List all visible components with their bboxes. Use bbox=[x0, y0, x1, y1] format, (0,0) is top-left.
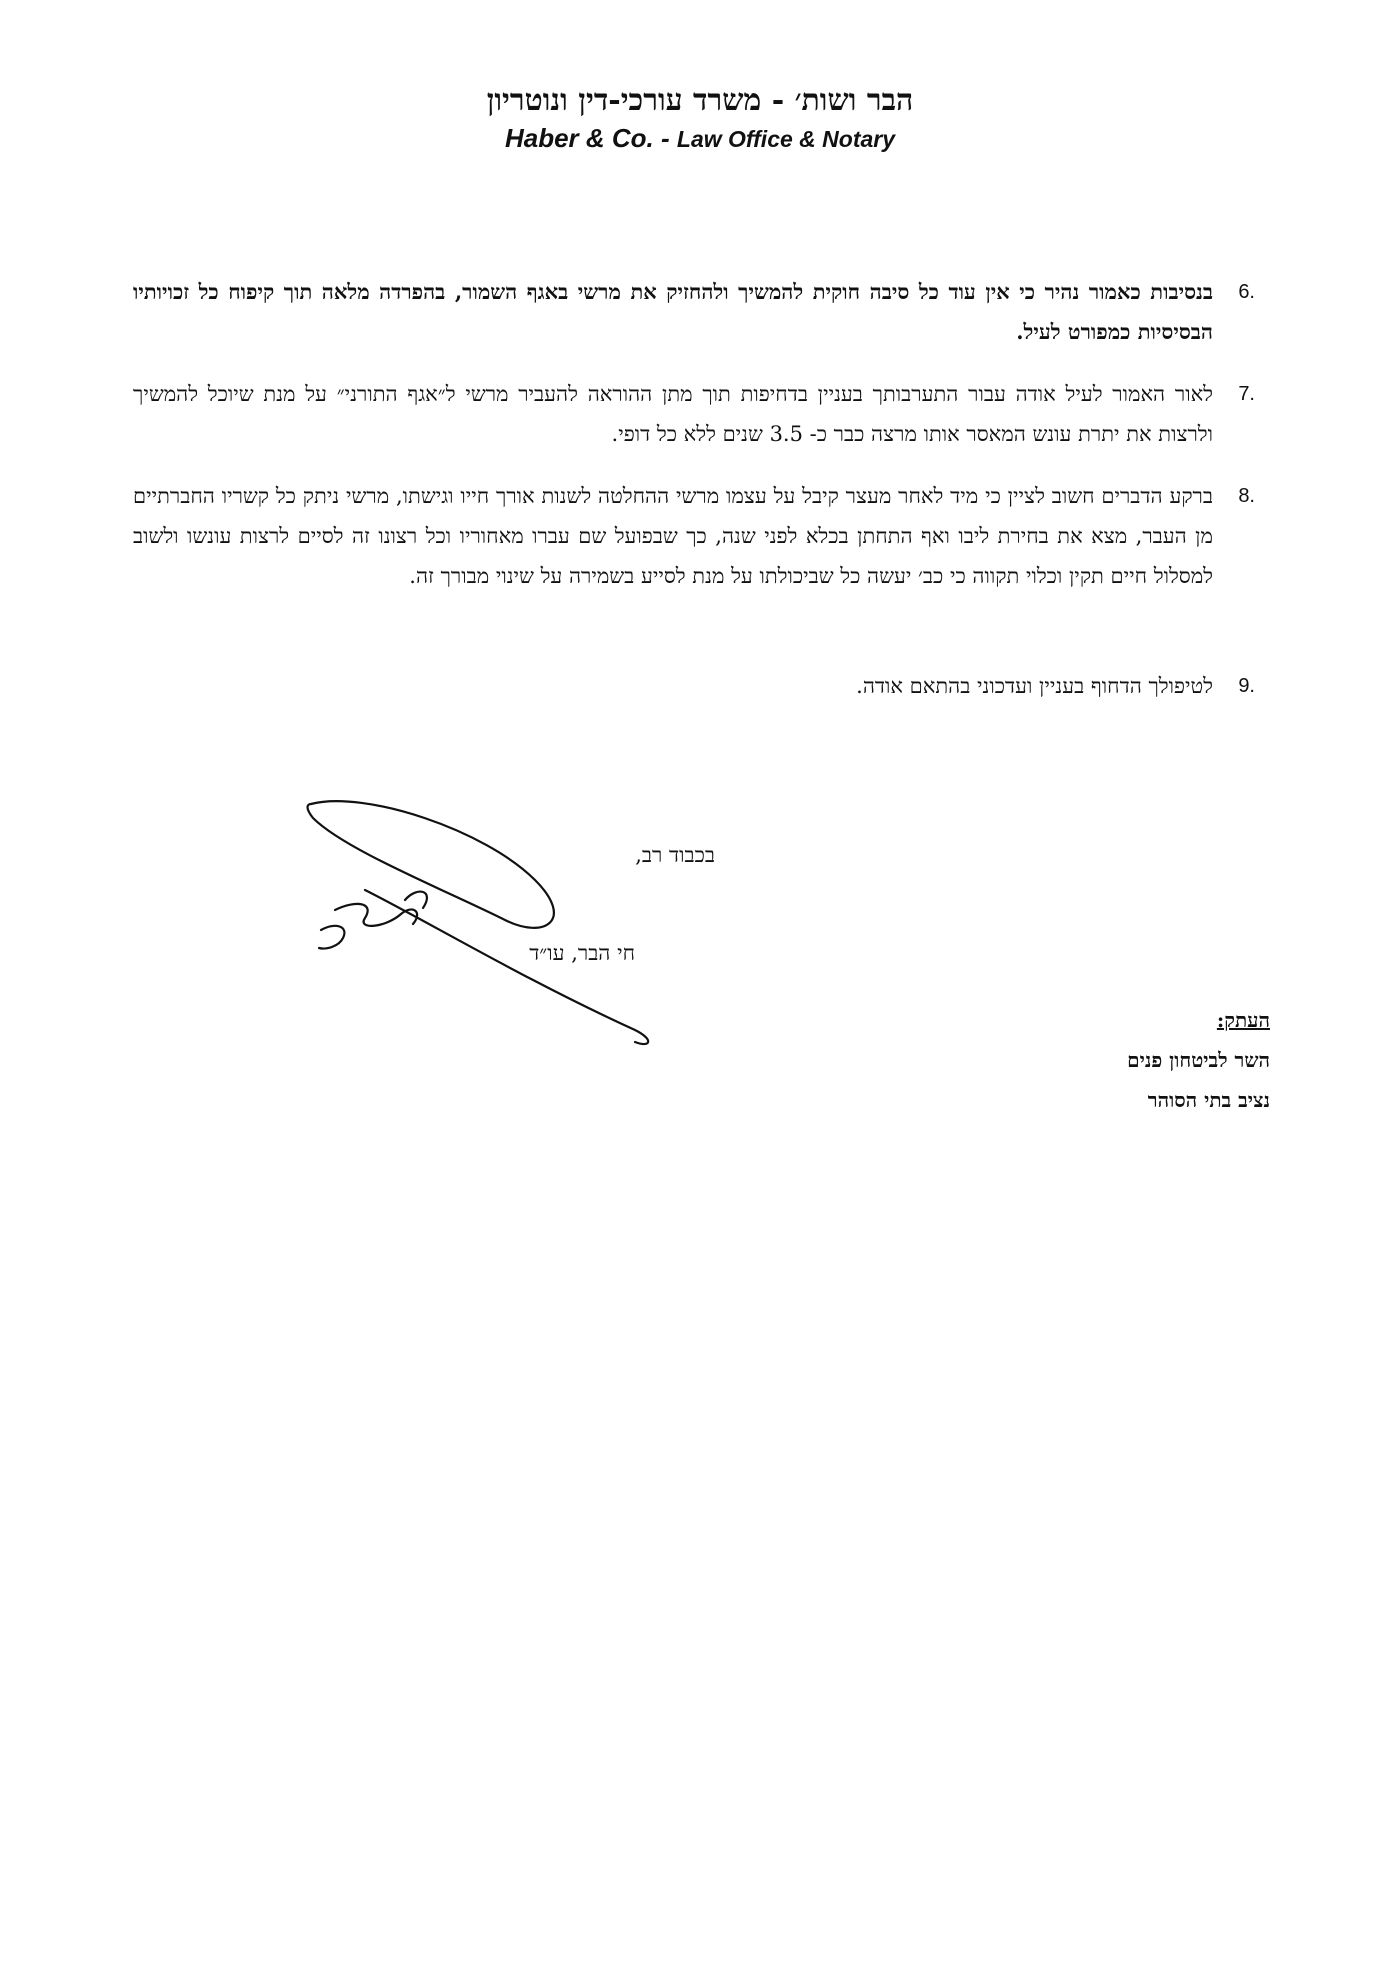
paragraph-text: לאור האמור לעיל אודה עבור התערבותך בעניין בדחיפות תוך מתן ההוראה להעביר מרשי ל״אגף התורני״ על מנת שיוכל להמשיך ולרצות את יתרת עונש המאסר אותו מרצה כבר כ- 3.5 שנים ללא כל דופי. bbox=[133, 382, 1213, 446]
paragraph-number: 9. bbox=[1238, 675, 1255, 697]
cc-recipient: נציב בתי הסוהר bbox=[1147, 1088, 1270, 1112]
paragraph-text: בנסיבות כאמור נהיר כי אין עוד כל סיבה חוקית להמשיך ולהחזיק את מרשי באגף השמור, בהפרדה מלאה תוך קיפוח כל זכויותיו הבסיסיות כמפורט לעיל. bbox=[133, 279, 1213, 344]
closing-salutation: בכבוד רב, bbox=[635, 843, 715, 867]
paragraph-text: לטיפולך הדחוף בעניין ועדכוני בהתאם אודה. bbox=[856, 674, 1213, 698]
cc-block bbox=[970, 1000, 1270, 1120]
cc-title: העתק: bbox=[1216, 1008, 1270, 1032]
paragraph-9 bbox=[133, 666, 1255, 706]
signature-block bbox=[305, 790, 715, 1050]
letterhead-hebrew: הבר ושות׳ - משרד עורכי-דין ונוטריון bbox=[486, 83, 914, 118]
handwritten-signature bbox=[305, 790, 715, 1050]
signer-name: חי הבר, עו״ד bbox=[529, 941, 635, 965]
paragraph-6 bbox=[133, 272, 1255, 352]
paragraph-number: 8. bbox=[1238, 485, 1255, 507]
letterhead bbox=[0, 82, 1400, 156]
paragraph-number: 6. bbox=[1238, 281, 1255, 303]
letterhead-subtitle: Law Office & Notary bbox=[676, 126, 896, 152]
cc-recipient: השר לביטחון פנים bbox=[1127, 1048, 1270, 1072]
paragraph-7 bbox=[133, 374, 1255, 454]
paragraph-text: ברקע הדברים חשוב לציין כי מיד לאחר מעצר קיבל על עצמו מרשי ההחלטה לשנות אורך חייו וגישתו, מרשי ניתק כל קשריו החברתיים מן העבר, מצא את בחירת ליבו ואף התחתן בכלא לפני שנה, כך שבפועל שם עברו מאחוריו וכל רצונו זה לסיים לרצות עונשו ולשוב למסלול חיים תקין וכלוי תקווה כי כב׳ יעשה כל שביכולתו על מנת לסייע בשמירה על שינוי מבורך זה. bbox=[133, 484, 1213, 588]
letterhead-firm-name: Haber & Co. - bbox=[504, 123, 670, 153]
paragraph-number: 7. bbox=[1238, 383, 1255, 405]
letterhead-english bbox=[0, 121, 1400, 156]
paragraph-8 bbox=[133, 476, 1255, 596]
